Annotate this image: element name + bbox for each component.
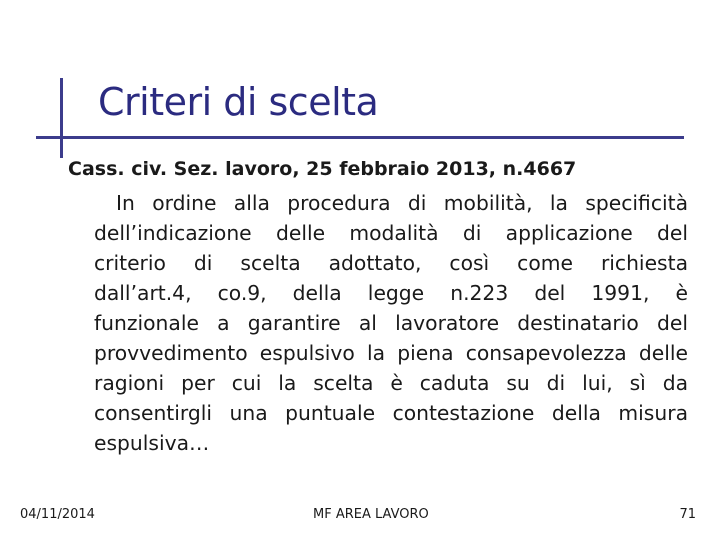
body-line: dell’indicazione delle modalità di applicazione del (94, 221, 688, 245)
body-line: espulsiva… (94, 431, 210, 455)
accent-vertical-line (60, 78, 63, 158)
case-citation: Cass. civ. Sez. lavoro, 25 febbraio 2013, n.4667 (68, 158, 577, 180)
accent-horizontal-line (36, 136, 684, 139)
footer-label: MF AREA LAVORO (313, 507, 429, 522)
slide-title: Criteri di scelta (98, 80, 379, 124)
body-line: funzionale a garantire al lavoratore destinatario del (94, 311, 688, 335)
page-number: 71 (679, 507, 696, 522)
body-line: consentirgli una puntuale contestazione della misura (94, 401, 688, 425)
body-paragraph (94, 188, 688, 458)
body-line: In ordine alla procedura di mobilità, la specificità (116, 191, 688, 215)
body-line: criterio di scelta adottato, così come richiesta (94, 251, 688, 275)
footer-date: 04/11/2014 (20, 507, 95, 522)
body-line: dall’art.4, co.9, della legge n.223 del 1991, è (94, 281, 688, 305)
body-line: provvedimento espulsivo la piena consapevolezza delle (94, 341, 688, 365)
body-line: ragioni per cui la scelta è caduta su di lui, sì da (94, 371, 688, 395)
